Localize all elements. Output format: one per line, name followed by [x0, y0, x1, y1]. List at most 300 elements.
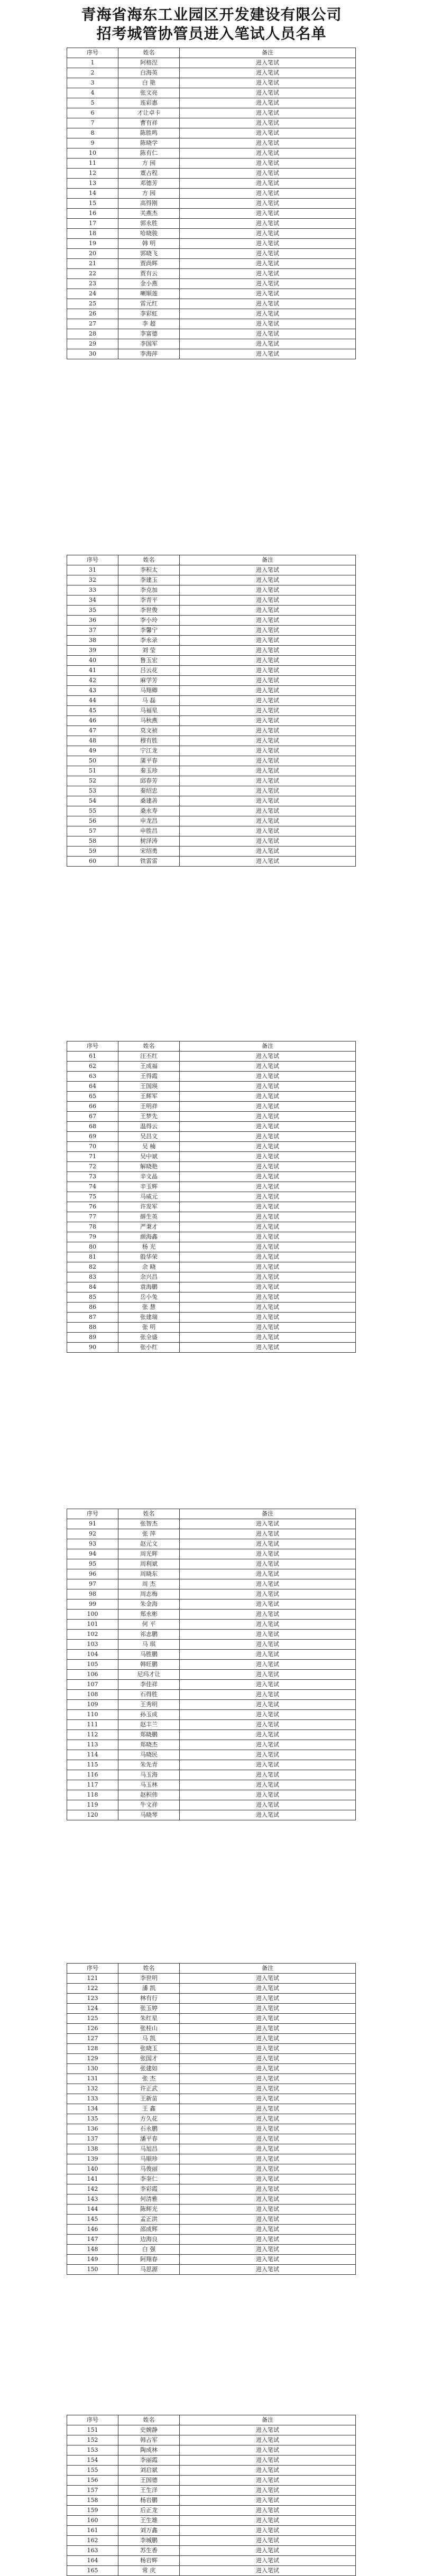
row-name: 申胜昌 [118, 826, 180, 836]
row-status: 进入笔试 [180, 1974, 356, 1984]
row-name: 李小玲 [118, 616, 180, 626]
table-row [67, 1660, 356, 1670]
row-number: 111 [67, 1720, 118, 1730]
row-number: 123 [67, 1994, 118, 2004]
row-name: 赵元文 [118, 1539, 180, 1549]
row-status: 进入笔试 [180, 2215, 356, 2225]
row-number: 119 [67, 1800, 118, 1810]
row-number: 20 [67, 249, 118, 259]
row-name: 李建玉 [118, 575, 180, 585]
table-header-row [67, 1509, 356, 1519]
row-number: 67 [67, 1112, 118, 1122]
row-status: 进入笔试 [180, 2536, 356, 2546]
row-number: 27 [67, 319, 118, 329]
table-row [67, 766, 356, 776]
row-number: 25 [67, 299, 118, 309]
row-number: 76 [67, 1202, 118, 1212]
row-number: 26 [67, 309, 118, 319]
row-status: 进入笔试 [180, 1994, 356, 2004]
row-name: 马思源 [118, 2265, 180, 2275]
column-header-no: 序号 [67, 1041, 118, 1052]
row-status: 进入笔试 [180, 766, 356, 776]
row-name: 韩 明 [118, 239, 180, 249]
table-row [67, 857, 356, 867]
row-name: 杨 光 [118, 1242, 180, 1252]
row-status: 进入笔试 [180, 575, 356, 585]
row-number: 58 [67, 836, 118, 847]
row-number: 52 [67, 776, 118, 786]
row-status: 进入笔试 [180, 1519, 356, 1529]
row-status: 进入笔试 [180, 1810, 356, 1820]
row-name: 申龙昌 [118, 816, 180, 826]
row-name: 石永鹏 [118, 2124, 180, 2134]
row-name: 张智杰 [118, 1519, 180, 1529]
row-number: 62 [67, 1062, 118, 1072]
table-row [67, 2064, 356, 2074]
row-number: 33 [67, 585, 118, 596]
row-number: 57 [67, 826, 118, 836]
row-number: 23 [67, 279, 118, 289]
table-row [67, 199, 356, 209]
table-row [67, 2466, 356, 2476]
row-status: 进入笔试 [180, 1610, 356, 1620]
row-status: 进入笔试 [180, 78, 356, 88]
row-number: 105 [67, 1660, 118, 1670]
row-name: 王梦先 [118, 1112, 180, 1122]
row-number: 142 [67, 2184, 118, 2194]
table-row [67, 1730, 356, 1740]
row-number: 75 [67, 1192, 118, 1202]
row-number: 88 [67, 1323, 118, 1333]
row-number: 112 [67, 1730, 118, 1740]
row-number: 86 [67, 1303, 118, 1313]
table-row [67, 299, 356, 309]
row-status: 进入笔试 [180, 1670, 356, 1680]
column-header-note: 备注 [180, 1509, 356, 1519]
row-name: 李富德 [118, 329, 180, 339]
row-name: 方 园 [118, 159, 180, 169]
row-name: 马 磊 [118, 696, 180, 706]
row-name: 马 凯 [118, 2034, 180, 2044]
row-number: 164 [67, 2556, 118, 2566]
row-name: 潘平春 [118, 2134, 180, 2144]
row-name: 宋绍勇 [118, 847, 180, 857]
row-status: 进入笔试 [180, 1112, 356, 1122]
table-row [67, 1232, 356, 1242]
table-row [67, 636, 356, 646]
row-number: 16 [67, 209, 118, 219]
row-status: 进入笔试 [180, 319, 356, 329]
row-status: 进入笔试 [180, 2225, 356, 2235]
row-number: 43 [67, 686, 118, 696]
row-number: 18 [67, 229, 118, 239]
row-number: 28 [67, 329, 118, 339]
table-row [67, 289, 356, 299]
row-status: 进入笔试 [180, 2435, 356, 2445]
row-status: 进入笔试 [180, 1790, 356, 1800]
row-name: 贾尚辉 [118, 259, 180, 269]
column-header-name: 姓名 [118, 1964, 180, 1974]
column-header-no: 序号 [67, 48, 118, 58]
row-status: 进入笔试 [180, 98, 356, 108]
row-status: 进入笔试 [180, 2104, 356, 2114]
row-number: 65 [67, 1092, 118, 1102]
table-header-row [67, 2415, 356, 2425]
row-status: 进入笔试 [180, 826, 356, 836]
row-status: 进入笔试 [180, 836, 356, 847]
row-number: 46 [67, 716, 118, 726]
table-row [67, 1549, 356, 1559]
row-number: 91 [67, 1519, 118, 1529]
row-name: 李积太 [118, 565, 180, 575]
row-status: 进入笔试 [180, 2164, 356, 2174]
row-number: 136 [67, 2124, 118, 2134]
row-number: 106 [67, 1670, 118, 1680]
row-name: 马玉海 [118, 1770, 180, 1780]
row-name: 陶成林 [118, 2445, 180, 2456]
row-status: 进入笔试 [180, 796, 356, 806]
row-number: 14 [67, 189, 118, 199]
table-row [67, 1313, 356, 1323]
row-number: 38 [67, 636, 118, 646]
row-name: 喇顺莲 [118, 289, 180, 299]
row-name: 张晓玉 [118, 2044, 180, 2054]
row-status: 进入笔试 [180, 616, 356, 626]
row-name: 周利斌 [118, 1559, 180, 1569]
row-name: 吴昌文 [118, 1132, 180, 1142]
table-row [67, 1132, 356, 1142]
row-name: 马顺珍 [118, 2154, 180, 2164]
row-number: 36 [67, 616, 118, 626]
row-number: 48 [67, 736, 118, 746]
table-row [67, 2445, 356, 2456]
table-row [67, 626, 356, 636]
table-row [67, 1690, 356, 1700]
row-status: 进入笔试 [180, 2184, 356, 2194]
row-status: 进入笔试 [180, 138, 356, 148]
table-row [67, 2004, 356, 2014]
row-name: 郑晓鹏 [118, 1730, 180, 1740]
row-name: 曹有祥 [118, 118, 180, 128]
table-row [67, 349, 356, 359]
table-row [67, 269, 356, 279]
row-status: 进入笔试 [180, 2094, 356, 2104]
table-row [67, 656, 356, 666]
row-number: 87 [67, 1313, 118, 1323]
column-header-note: 备注 [180, 1964, 356, 1974]
column-header-no: 序号 [67, 1964, 118, 1974]
column-header-note: 备注 [180, 48, 356, 58]
row-name: 周光辉 [118, 1549, 180, 1559]
row-name: 韩旺鹏 [118, 1660, 180, 1670]
row-status: 进入笔试 [180, 686, 356, 696]
row-status: 进入笔试 [180, 1569, 356, 1579]
row-name: 朱金海 [118, 1599, 180, 1610]
row-number: 2 [67, 68, 118, 78]
row-name: 秦玉珍 [118, 766, 180, 776]
table-row [67, 1974, 356, 1984]
row-number: 6 [67, 108, 118, 118]
row-name: 杨岩鹏 [118, 2496, 180, 2506]
table-row [67, 138, 356, 148]
row-status: 进入笔试 [180, 219, 356, 229]
row-status: 进入笔试 [180, 2496, 356, 2506]
row-name: 马胜鹏 [118, 1650, 180, 1660]
row-name: 辛文晶 [118, 1172, 180, 1182]
row-status: 进入笔试 [180, 199, 356, 209]
table-row [67, 786, 356, 796]
row-name: 苏生香 [118, 2546, 180, 2556]
table-row [67, 2024, 356, 2034]
table-row [67, 676, 356, 686]
table-row [67, 806, 356, 816]
table-row [67, 2134, 356, 2144]
table-row [67, 1700, 356, 1710]
table-header-row [67, 555, 356, 565]
table-row [67, 1062, 356, 1072]
row-number: 74 [67, 1182, 118, 1192]
row-status: 进入笔试 [180, 1122, 356, 1132]
row-number: 7 [67, 118, 118, 128]
row-number: 120 [67, 1810, 118, 1820]
table-row [67, 2245, 356, 2255]
row-number: 135 [67, 2114, 118, 2124]
row-name: 吴中斌 [118, 1152, 180, 1162]
table-row [67, 1082, 356, 1092]
table-row [67, 1102, 356, 1112]
table-row [67, 1539, 356, 1549]
row-number: 39 [67, 646, 118, 656]
row-number: 157 [67, 2486, 118, 2496]
row-number: 15 [67, 199, 118, 209]
row-number: 47 [67, 726, 118, 736]
table-row [67, 2044, 356, 2054]
name-table [67, 1509, 356, 1820]
table-row [67, 1262, 356, 1272]
row-name: 王辉军 [118, 1092, 180, 1102]
row-name: 王国瑛 [118, 1082, 180, 1092]
row-status: 进入笔试 [180, 847, 356, 857]
row-name: 殷华荣 [118, 1252, 180, 1262]
row-status: 进入笔试 [180, 1800, 356, 1810]
row-status: 进入笔试 [180, 696, 356, 706]
table-row [67, 1710, 356, 1720]
row-name: 铁雷雷 [118, 857, 180, 867]
row-name: 李彩虹 [118, 309, 180, 319]
row-name: 何清雅 [118, 2194, 180, 2205]
row-name: 刘 莹 [118, 646, 180, 656]
row-number: 122 [67, 1984, 118, 1994]
row-status: 进入笔试 [180, 2205, 356, 2215]
row-number: 134 [67, 2104, 118, 2114]
row-number: 109 [67, 1700, 118, 1710]
row-status: 进入笔试 [180, 2235, 356, 2245]
row-name: 张建如 [118, 2064, 180, 2074]
row-status: 进入笔试 [180, 786, 356, 796]
row-status: 进入笔试 [180, 329, 356, 339]
row-name: 阿格涅 [118, 58, 180, 68]
table-row [67, 128, 356, 138]
row-number: 129 [67, 2054, 118, 2064]
row-name: 岳小兔 [118, 1292, 180, 1303]
row-name: 董占程 [118, 169, 180, 179]
row-status: 进入笔试 [180, 2476, 356, 2486]
row-name: 才让卓卡 [118, 108, 180, 118]
row-status: 进入笔试 [180, 1680, 356, 1690]
row-status: 进入笔试 [180, 2064, 356, 2074]
row-name: 马晓民 [118, 1750, 180, 1760]
row-status: 进入笔试 [180, 249, 356, 259]
row-number: 5 [67, 98, 118, 108]
table-row [67, 796, 356, 806]
row-status: 进入笔试 [180, 1549, 356, 1559]
row-name: 李永录 [118, 636, 180, 646]
table-row [67, 319, 356, 329]
row-number: 161 [67, 2526, 118, 2536]
table-row [67, 1790, 356, 1800]
row-name: 张全盛 [118, 1333, 180, 1343]
row-status: 进入笔试 [180, 2124, 356, 2134]
row-number: 145 [67, 2215, 118, 2225]
row-number: 61 [67, 1052, 118, 1062]
row-number: 121 [67, 1974, 118, 1984]
row-number: 95 [67, 1559, 118, 1569]
row-status: 进入笔试 [180, 1740, 356, 1750]
table-row [67, 1172, 356, 1182]
table-row [67, 2104, 356, 2114]
row-status: 进入笔试 [180, 209, 356, 219]
table-row [67, 2164, 356, 2174]
row-status: 进入笔试 [180, 1589, 356, 1599]
row-name: 颜海鑫 [118, 1232, 180, 1242]
table-row [67, 1152, 356, 1162]
row-status: 进入笔试 [180, 1132, 356, 1142]
table-row [67, 1202, 356, 1212]
row-status: 进入笔试 [180, 1062, 356, 1072]
row-name: 朱先青 [118, 1760, 180, 1770]
row-number: 113 [67, 1740, 118, 1750]
row-name: 邱春芳 [118, 776, 180, 786]
row-status: 进入笔试 [180, 2245, 356, 2255]
row-name: 邓德芳 [118, 179, 180, 189]
row-name: 吕云花 [118, 666, 180, 676]
table-row [67, 2124, 356, 2134]
row-number: 103 [67, 1640, 118, 1650]
row-status: 进入笔试 [180, 1529, 356, 1539]
row-number: 1 [67, 58, 118, 68]
row-status: 进入笔试 [180, 1272, 356, 1282]
row-status: 进入笔试 [180, 2255, 356, 2265]
table-row [67, 1680, 356, 1690]
row-status: 进入笔试 [180, 1690, 356, 1700]
table-row [67, 1519, 356, 1529]
table-row [67, 2205, 356, 2215]
row-name: 周 杰 [118, 1579, 180, 1589]
row-name: 李丽霞 [118, 2456, 180, 2466]
table-row [67, 726, 356, 736]
row-status: 进入笔试 [180, 565, 356, 575]
table-row [67, 736, 356, 746]
row-status: 进入笔试 [180, 2526, 356, 2536]
table-row [67, 2014, 356, 2024]
row-status: 进入笔试 [180, 1559, 356, 1569]
row-number: 156 [67, 2476, 118, 2486]
row-status: 进入笔试 [180, 2134, 356, 2144]
row-name: 李 超 [118, 319, 180, 329]
row-name: 方久花 [118, 2114, 180, 2124]
row-number: 30 [67, 349, 118, 359]
row-name: 孙玉成 [118, 1710, 180, 1720]
row-number: 102 [67, 1630, 118, 1640]
column-header-note: 备注 [180, 2415, 356, 2425]
row-name: 李世明 [118, 1974, 180, 1984]
row-status: 进入笔试 [180, 1102, 356, 1112]
row-name: 解晓艳 [118, 1162, 180, 1172]
row-number: 130 [67, 2064, 118, 2074]
row-status: 进入笔试 [180, 279, 356, 289]
table-row [67, 1810, 356, 1820]
table-row [67, 1569, 356, 1579]
row-number: 66 [67, 1102, 118, 1112]
table-row [67, 1760, 356, 1770]
row-name: 张桂山 [118, 2024, 180, 2034]
table-row [67, 68, 356, 78]
row-status: 进入笔试 [180, 2445, 356, 2456]
row-status: 进入笔试 [180, 1333, 356, 1343]
row-status: 进入笔试 [180, 776, 356, 786]
row-name: 许发军 [118, 1202, 180, 1212]
row-name: 严秉才 [118, 1222, 180, 1232]
row-number: 53 [67, 786, 118, 796]
row-status: 进入笔试 [180, 2014, 356, 2024]
row-number: 70 [67, 1142, 118, 1152]
table-row [67, 279, 356, 289]
row-status: 进入笔试 [180, 736, 356, 746]
name-table [67, 1041, 356, 1353]
row-name: 马玉林 [118, 1780, 180, 1790]
row-number: 108 [67, 1690, 118, 1700]
row-number: 82 [67, 1262, 118, 1272]
row-name: 周志梅 [118, 1589, 180, 1599]
row-number: 21 [67, 259, 118, 269]
row-number: 19 [67, 239, 118, 249]
row-name: 王得霞 [118, 1072, 180, 1082]
row-name: 赵积伟 [118, 1790, 180, 1800]
row-name: 马翔卿 [118, 686, 180, 696]
row-number: 72 [67, 1162, 118, 1172]
table-row [67, 1092, 356, 1102]
row-name: 赵丰兰 [118, 1720, 180, 1730]
row-status: 进入笔试 [180, 1650, 356, 1660]
row-status: 进入笔试 [180, 1710, 356, 1720]
row-name: 余 晓 [118, 1262, 180, 1272]
table-row [67, 2546, 356, 2556]
table-row [67, 249, 356, 259]
table-row [67, 2144, 356, 2154]
row-name: 王秀明 [118, 1700, 180, 1710]
row-name: 马秋燕 [118, 716, 180, 726]
row-number: 115 [67, 1760, 118, 1770]
row-number: 151 [67, 2425, 118, 2435]
row-status: 进入笔试 [180, 726, 356, 736]
table-row [67, 1630, 356, 1640]
table-row [67, 2094, 356, 2104]
row-status: 进入笔试 [180, 2024, 356, 2034]
row-name: 陈辉光 [118, 2205, 180, 2215]
row-name: 史婉静 [118, 2425, 180, 2435]
table-row [67, 259, 356, 269]
row-status: 进入笔试 [180, 229, 356, 239]
